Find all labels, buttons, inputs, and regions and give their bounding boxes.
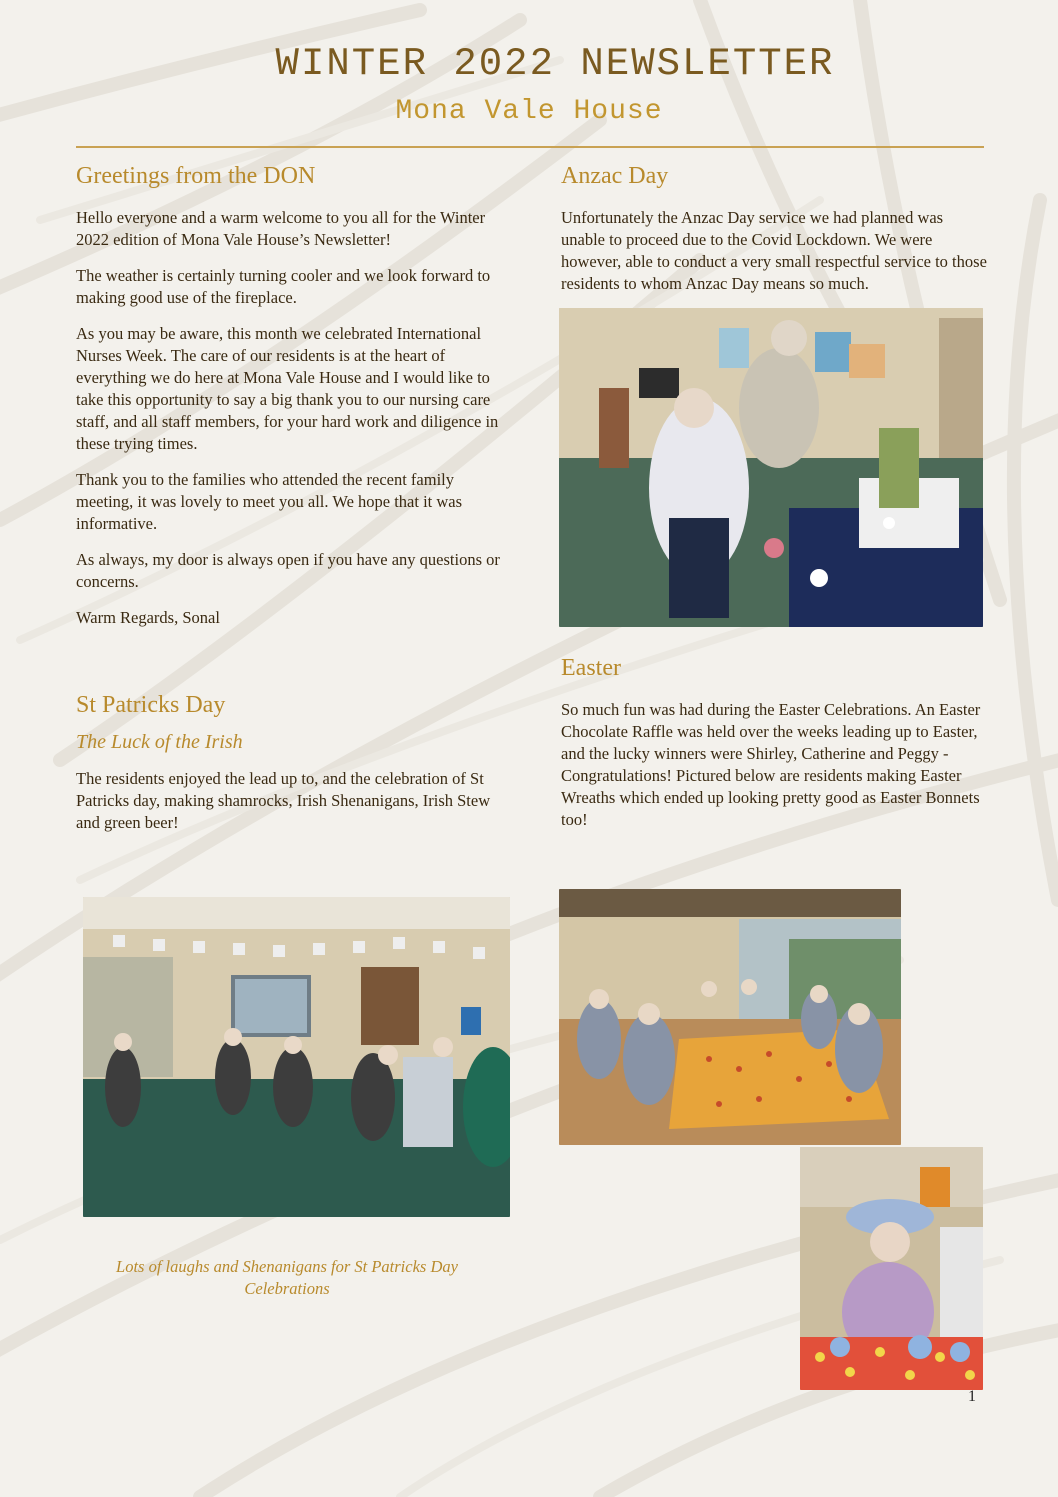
anzac-section (561, 163, 991, 309)
don-paragraph-5: As always, my door is always open if you have any questions or concerns. (76, 550, 500, 591)
page-number: 1 (968, 1388, 976, 1405)
don-signoff: Warm Regards, Sonal (76, 608, 220, 627)
easter-photo-bonnet (800, 1147, 983, 1390)
anzac-photo (559, 308, 983, 627)
easter-heading: Easter (561, 655, 621, 681)
stpatricks-body: The residents enjoyed the lead up to, and the celebration of St Patricks day, making shamrocks, Irish Shenanigans, Irish Stew and green beer! (76, 769, 491, 832)
stpatricks-subheading: The Luck of the Irish (76, 731, 243, 753)
stpatricks-heading: St Patricks Day (76, 692, 226, 718)
easter-body: So much fun was had during the Easter Celebrations. An Easter Chocolate Raffle was held over the weeks leading up to Easter, and the lucky winners were Shirley, Catherine and Peggy - Congratulations! Pictured below are residents making Easter Wreaths which ended up looking pretty good as Easter Bonnets too! (561, 700, 981, 829)
header-divider (76, 146, 984, 148)
easter-photo-group (559, 889, 901, 1145)
don-heading: Greetings from the DON (76, 163, 316, 189)
don-paragraph-2: The weather is certainly turning cooler and we look forward to making good use of the fireplace. (76, 266, 491, 307)
don-section (76, 163, 506, 643)
stpatricks-caption: Lots of laughs and Shenanigans for St Patricks Day Celebrations (116, 1257, 458, 1298)
newsletter-subtitle: Mona Vale House (395, 96, 663, 127)
stpatricks-section (76, 692, 506, 848)
stpatricks-photo (83, 897, 510, 1217)
newsletter-title: WINTER 2022 NEWSLETTER (275, 42, 835, 86)
anzac-heading: Anzac Day (561, 163, 669, 189)
don-paragraph-4: Thank you to the families who attended the recent family meeting, it was lovely to meet you all. We hope that it was informative. (76, 470, 463, 533)
don-paragraph-1: Hello everyone and a warm welcome to you all for the Winter 2022 edition of Mona Vale House’s Newsletter! (76, 208, 486, 249)
don-paragraph-3: As you may be aware, this month we celebrated International Nurses Week. The care of our residents is at the heart of everything we do here at Mona Vale House and I would like to take this opportunity to say a big thank you to our nursing care staff, and all staff members, for your hard work and diligence in these trying times. (76, 324, 499, 453)
anzac-body: Unfortunately the Anzac Day service we had planned was unable to proceed due to the Covid Lockdown. We were however, able to conduct a very small respectful service to those residents to whom Anzac Day means so much. (561, 208, 987, 293)
easter-section (561, 655, 991, 845)
